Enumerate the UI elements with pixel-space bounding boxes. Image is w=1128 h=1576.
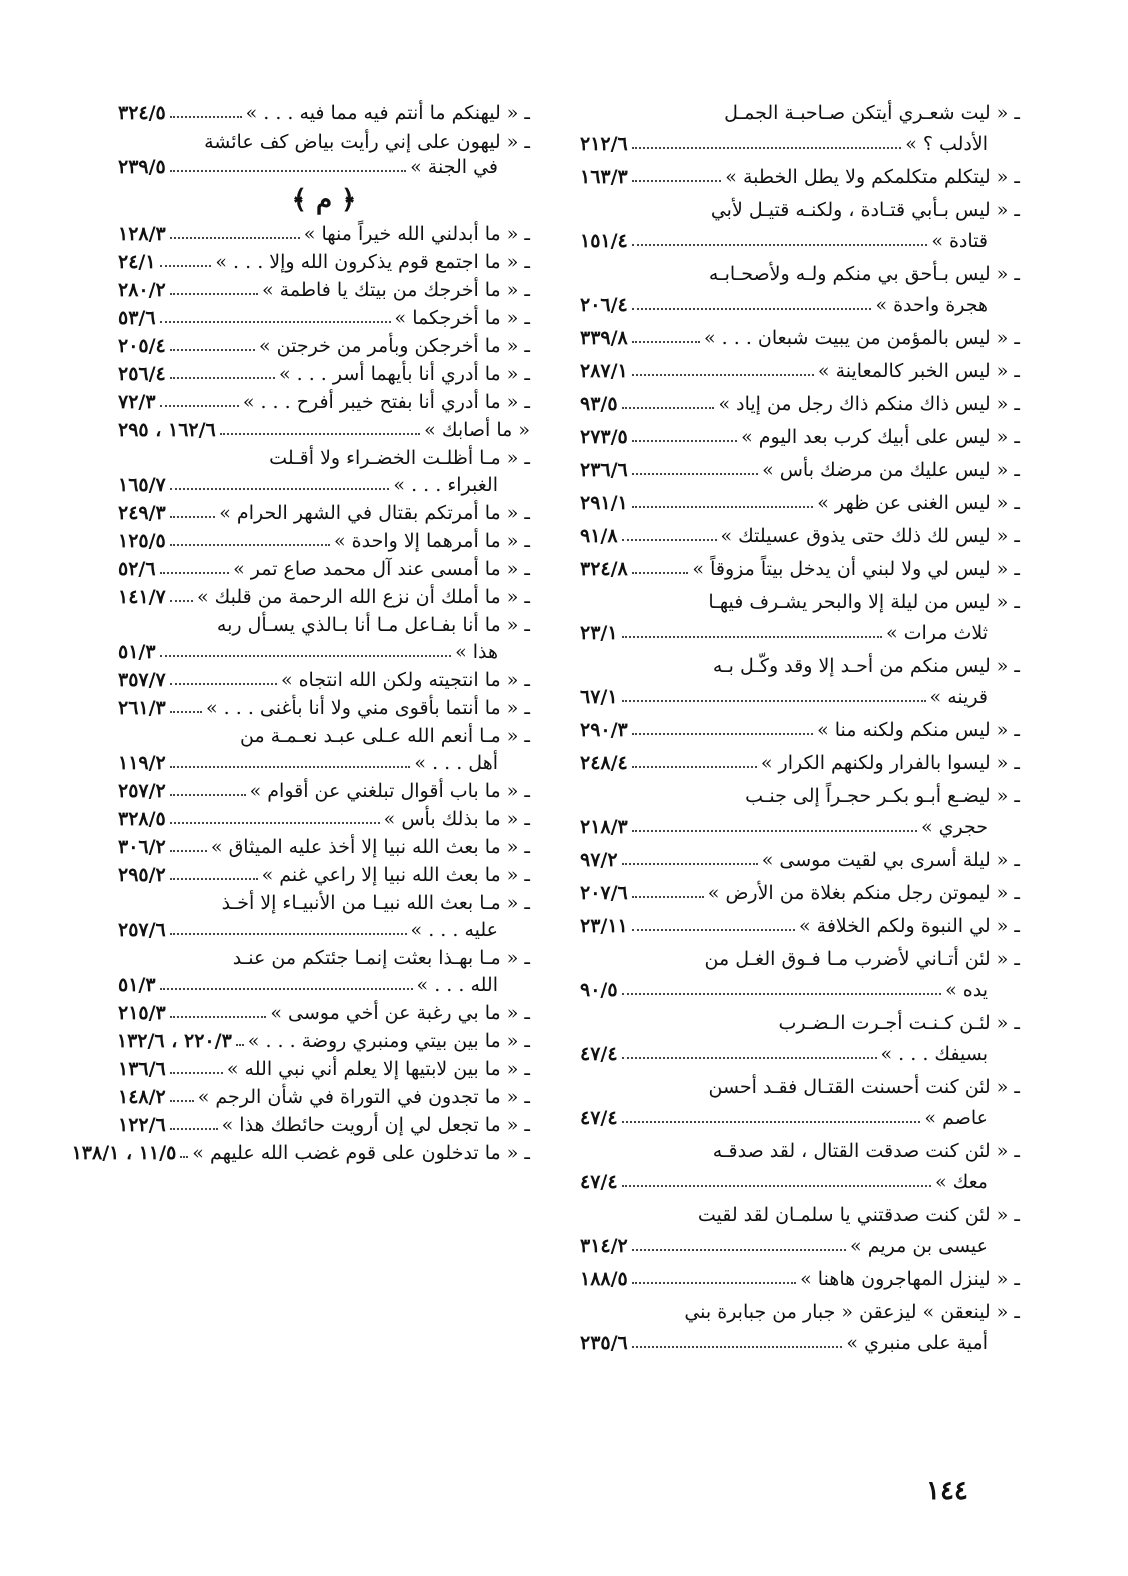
entry-text: ـ « لينزل المهاجرون هاهنا » [800, 1268, 1020, 1290]
entry-reference: ٢١٢/٦ [580, 133, 628, 155]
dot-leader [160, 265, 212, 267]
entry-text: ـ « لئن كنت صدقت القتال ، لقد صدقـه [712, 1140, 1020, 1162]
entry-reference: ٦٧/١ [580, 686, 618, 708]
dot-leader [632, 572, 689, 574]
entry-text: ـ « لئن كنت أحسنت القتـال فقـد أحسن [708, 1076, 1020, 1098]
entry-text: ـ « ليس لك ذلك حتى يذوق عسيلتك » [720, 525, 1020, 547]
entry-text: ـ « لئن أتـاني لأضرب مـا فـوق الغـل من [704, 948, 1020, 970]
entry-text: في الجنة » [410, 156, 498, 178]
index-entry [118, 504, 530, 523]
entry-text: ـ « ليس منكم من أحـد إلا وقد وكّـل بـه [712, 655, 1020, 677]
index-entry [118, 616, 530, 662]
entry-text: ـ « ليهنكم ما أنتم فيه مما فيه . . . » [245, 102, 530, 124]
dot-leader [622, 700, 926, 702]
index-entry [580, 851, 1020, 870]
dot-leader [170, 600, 193, 602]
dot-leader [170, 1128, 218, 1130]
index-group-lam [118, 104, 530, 177]
index-entry [580, 721, 1020, 740]
entry-text: ـ « ليس من ليلة إلا والبحر يشـرف فيهـا [708, 591, 1020, 613]
entry-reference: ٢٥٧/٦ [118, 919, 166, 941]
dot-leader [170, 349, 255, 351]
entry-reference: ٥١/٣ [118, 641, 156, 663]
entry-text: ـ « ما أدري أنا بأيهما أسر . . . » [278, 363, 530, 385]
dot-leader [160, 988, 413, 990]
dot-leader [170, 237, 300, 239]
dot-leader [632, 147, 901, 149]
index-entry [118, 949, 530, 995]
entry-text: ـ « ما أنا بفـاعل مـا أنا بـالذي يسـأل ربه [216, 614, 530, 636]
dot-leader [180, 1156, 188, 1158]
dot-leader [170, 488, 390, 490]
entry-reference: ٢٩١/١ [580, 492, 628, 514]
entry-reference: ١١/٥ ، ١٣٨/١ [71, 1142, 177, 1164]
index-entry [118, 393, 530, 412]
index-entry [118, 1116, 530, 1135]
index-entry [580, 201, 1020, 251]
index-entry [118, 421, 530, 440]
dot-leader [236, 1044, 244, 1046]
index-entry [580, 593, 1020, 643]
entry-text: قرينه » [929, 686, 988, 708]
entry-reference: ٢٥٦/٤ [118, 363, 166, 385]
entry-reference: ٤٧/٤ [580, 1107, 618, 1129]
entry-text: ـ « ما تجدون في التوراة في شأن الرجم » [197, 1086, 530, 1108]
entry-text: « ما أصابك » [424, 419, 530, 441]
index-entry [580, 428, 1020, 447]
index-entry [580, 950, 1020, 1000]
index-entry [580, 527, 1020, 546]
index-entry [118, 810, 530, 829]
page-number: ١٤٤ [926, 1476, 968, 1506]
entry-text: ـ « لي النبوة ولكم الخلافة » [798, 915, 1020, 937]
entry-text: ـ « ما أخرجكن وبأمر من خرجتن » [259, 335, 530, 357]
dot-leader [220, 433, 420, 435]
entry-reference: ١٥١/٤ [580, 230, 628, 252]
dot-leader [170, 711, 202, 713]
entry-reference: ٢٨٧/١ [580, 360, 628, 382]
index-entry [118, 532, 530, 551]
index-entry [71, 1142, 530, 1164]
dot-leader [622, 539, 717, 541]
entry-text: ـ « ما أمسى عند آل محمد صاع تمر » [233, 558, 530, 580]
entry-text: بسيفك . . . » [880, 1043, 988, 1065]
entry-text: عاصم » [924, 1107, 988, 1129]
entry-reference: ٢٣٥/٦ [580, 1332, 628, 1354]
entry-text: معك » [934, 1171, 988, 1193]
index-entry [118, 1032, 530, 1051]
entry-text: ـ « ليس منكم ولكنه منا » [817, 719, 1020, 741]
dot-leader [622, 863, 758, 865]
index-entry [118, 225, 530, 244]
index-entry [118, 1088, 530, 1107]
entry-text: ـ « مـا أظلـت الخضـراء ولا أقـلت [269, 447, 530, 469]
entry-reference: ٢٣٩/٥ [118, 156, 166, 178]
index-column-left [71, 102, 530, 1172]
entry-text: ـ « ما أمرهما إلا واحدة » [334, 530, 530, 552]
entry-text: ـ « ما أملك أن نزع الله الرحمة من قلبك » [196, 586, 530, 608]
entry-text: ـ « ما بي رغبة عن أخي موسى » [270, 1002, 530, 1024]
dot-leader [622, 407, 715, 409]
index-entry [580, 1142, 1020, 1192]
index-entry [118, 449, 530, 495]
entry-text: الغبراء . . . » [393, 474, 498, 496]
entry-reference: ١٤٨/٢ [118, 1086, 166, 1108]
index-entry [580, 168, 1020, 187]
entry-text: ـ « ليس لي ولا لبني أن يدخل بيتاً مزوقاً » [692, 558, 1020, 580]
entry-text: الله . . . » [416, 974, 498, 996]
entry-reference: ١٢٨/٣ [118, 223, 166, 245]
entry-text: ـ « لئـن كـنـت أجـرت الـضـرب [778, 1012, 1020, 1034]
index-column-right [580, 104, 1020, 1367]
dot-leader [632, 341, 700, 343]
entry-text: حجري » [920, 816, 988, 838]
entry-reference: ٢٠٧/٦ [580, 882, 628, 904]
dot-leader [170, 377, 275, 379]
entry-reference: ٢٤/١ [118, 251, 156, 273]
index-group-mim [71, 223, 530, 1164]
entry-text: ـ « ما أخرجكما » [394, 307, 530, 329]
index-entry [580, 917, 1020, 936]
index-entry [118, 365, 530, 384]
index-entry [580, 461, 1020, 480]
index-entry [580, 1078, 1020, 1128]
dot-leader [170, 1016, 267, 1018]
entry-text: هذا » [455, 641, 498, 663]
entry-reference: ١٦٥/٧ [118, 474, 166, 496]
dot-leader [632, 766, 757, 768]
entry-text: ـ « ليلة أسرى بي لقيت موسى » [761, 849, 1020, 871]
entry-text: ـ « ما أنتما بأقوى مني ولا أنا بأغنى . . . » [206, 697, 530, 719]
entry-reference: ٥٣/٦ [118, 307, 156, 329]
dot-leader [632, 506, 813, 508]
entry-text: ـ « ليس بـأحق بي منكم ولـه ولأصحـابـه [708, 263, 1020, 285]
dot-leader [160, 321, 391, 323]
entry-text: قتادة » [931, 230, 988, 252]
entry-reference: ٣١٤/٢ [580, 1235, 628, 1257]
entry-reference: ٢٣٦/٦ [580, 459, 628, 481]
entry-reference: ١٢٥/٥ [118, 530, 166, 552]
dot-leader [632, 830, 917, 832]
entry-text: ثلاث مرات » [885, 622, 988, 644]
entry-reference: ٤٧/٤ [580, 1171, 618, 1193]
index-entry [580, 265, 1020, 315]
entry-text: ـ « ليس عليك من مرضك بأس » [762, 459, 1020, 481]
section-heading-mim: ﴿ م ﴾ [291, 185, 357, 215]
entry-reference: ٢١٥/٣ [118, 1002, 166, 1024]
entry-text: ـ « ما بين بيتي ومنبري روضة . . . » [247, 1030, 530, 1052]
dot-leader [170, 516, 216, 518]
index-entry [118, 727, 530, 773]
dot-leader [632, 1282, 796, 1284]
entry-text: ـ « ليس الغنى عن ظهر » [817, 492, 1020, 514]
index-entry [118, 588, 530, 607]
index-entry [118, 1004, 530, 1023]
entry-text: ـ « ما أبدلني الله خيراً منها » [303, 223, 530, 245]
index-entry [118, 699, 530, 718]
entry-text: ـ « ليسوا بالفرار ولكنهم الكرار » [760, 752, 1020, 774]
entry-text: ـ « ليهون على إني رأيت بياض كف عائشة [204, 131, 530, 153]
entry-text: عليه . . . » [410, 919, 498, 941]
dot-leader [622, 1185, 931, 1187]
entry-reference: ١٣٦/٦ [118, 1058, 166, 1080]
index-entry [118, 838, 530, 857]
index-entry [580, 104, 1020, 154]
entry-text: ـ « لئن كنت صدقتني يا سلمـان لقد لقيت [697, 1204, 1020, 1226]
entry-reference: ٣٠٦/٢ [118, 836, 166, 858]
entry-reference: ٢٧٣/٥ [580, 426, 628, 448]
dot-leader [622, 636, 882, 638]
entry-reference: ٢٣/١ [580, 622, 618, 644]
dot-leader [170, 794, 246, 796]
entry-reference: ٢٣/١١ [580, 915, 628, 937]
index-entry [580, 362, 1020, 381]
entry-reference: ٢٦١/٣ [118, 697, 166, 719]
index-entry [118, 782, 530, 801]
index-entry [118, 309, 530, 328]
dot-leader [170, 1100, 194, 1102]
dot-leader [170, 878, 258, 880]
index-entry [580, 1270, 1020, 1289]
entry-reference: ٢١٨/٣ [580, 816, 628, 838]
entry-text: ـ « ما أخرجك من بيتك يا فاطمة » [261, 279, 530, 301]
dot-leader [170, 683, 277, 685]
dot-leader [622, 1121, 921, 1123]
entry-text: ـ « ما تجعل لي إن أرويت حائطك هذا » [221, 1114, 530, 1136]
entry-text: ـ « ليس ذاك منكم ذاك رجل من إياد » [718, 393, 1020, 415]
index-entry [580, 787, 1020, 837]
entry-text: ـ « مـا أنعم الله عـلى عبـد نعـمـة من [239, 725, 530, 747]
dot-leader [632, 244, 928, 246]
index-entry [580, 884, 1020, 903]
dot-leader [160, 655, 452, 657]
index-entry [580, 754, 1020, 773]
index-entry [580, 494, 1020, 513]
entry-text: ـ « مـا بهـذا بعثت إنمـا جئتكم من عنـد [232, 947, 530, 969]
dot-leader [632, 1346, 843, 1348]
entry-reference: ٢٩٠/٣ [580, 719, 628, 741]
index-entry [118, 866, 530, 885]
entry-reference: ٣٢٤/٥ [118, 102, 166, 124]
entry-reference: ١٢٢/٦ [118, 1114, 166, 1136]
index-entry [118, 281, 530, 300]
entry-text: هجرة واحدة » [875, 294, 988, 316]
entry-text: ـ « ليس بـأبي قتـادة ، ولكنـه قتيـل لأبي [710, 199, 1020, 221]
entry-text: ـ « ما أدري أنا بفتح خيبر أفرح . . . » [242, 391, 530, 413]
entry-text: ـ « مـا بعث الله نبيـا من الأنبيـاء إلا أخـذ [221, 892, 530, 914]
entry-reference: ٣٢٤/٨ [580, 558, 628, 580]
index-entry [580, 329, 1020, 348]
entry-text: ـ « لينعقن » ليزعقن « جبار من جبابرة بني [684, 1301, 1020, 1323]
dot-leader [170, 766, 411, 768]
entry-reference: ٣٥٧/٧ [118, 669, 166, 691]
dot-leader [622, 1057, 877, 1059]
entry-text: أمية على منبري » [846, 1332, 988, 1354]
entry-text: الأدلب ؟ » [905, 133, 988, 155]
dot-leader [632, 733, 813, 735]
entry-reference: ٥١/٣ [118, 974, 156, 996]
entry-text: ـ « ليس الخبر كالمعاينة » [817, 360, 1020, 382]
entry-text: ـ « ليس على أبيك كرب بعد اليوم » [741, 426, 1020, 448]
entry-reference: ٥٢/٦ [118, 558, 156, 580]
entry-reference: ٢٤٩/٣ [118, 502, 166, 524]
dot-leader [170, 293, 258, 295]
entry-text: ـ « ليس بالمؤمن من يبيت شبعان . . . » [704, 327, 1020, 349]
entry-text: ـ « ما تدخلون على قوم غضب الله عليهم » [192, 1142, 530, 1164]
entry-reference: ٣٢٨/٥ [118, 808, 166, 830]
entry-reference: ٢٩٥/٢ [118, 864, 166, 886]
dot-leader [170, 116, 242, 118]
entry-reference: ٢٥٧/٢ [118, 780, 166, 802]
entry-text: ـ « ليضـع أبـو بكـر حجـراً إلى جنـب [745, 785, 1020, 807]
dot-leader [632, 1249, 846, 1251]
dot-leader [632, 180, 722, 182]
entry-text: أهل . . . » [414, 752, 498, 774]
entry-reference: ٣٣٩/٨ [580, 327, 628, 349]
entry-reference: ٩١/٨ [580, 525, 618, 547]
index-entry [580, 1014, 1020, 1064]
dot-leader [632, 929, 795, 931]
dot-leader [632, 374, 814, 376]
index-entry [580, 560, 1020, 579]
entry-text: ـ « ليموتن رجل منكم بغلاة من الأرض » [707, 882, 1020, 904]
dot-leader [160, 572, 230, 574]
entry-text: عيسى بن مريم » [850, 1235, 988, 1257]
entry-text: ـ « ما باب أقوال تبلغني عن أقوام » [249, 780, 530, 802]
index-entry [118, 894, 530, 940]
entry-reference: ٤٧/٤ [580, 1043, 618, 1065]
entry-reference: ١١٩/٢ [118, 752, 166, 774]
index-entry [580, 1206, 1020, 1256]
entry-text: يده » [945, 979, 988, 1001]
entry-reference: ٢٨٠/٢ [118, 279, 166, 301]
entry-reference: ١٤١/٧ [118, 586, 166, 608]
index-entry [118, 104, 530, 123]
dot-leader [632, 896, 704, 898]
entry-text: ـ « ليت شعـري أيتكن صـاحبـة الجمـل [724, 102, 1020, 124]
index-entry [580, 395, 1020, 414]
index-entry [580, 657, 1020, 707]
dot-leader [170, 850, 207, 852]
entry-reference: ١٦٢/٦ ، ٢٩٥ [118, 419, 216, 441]
index-entry [118, 337, 530, 356]
dot-leader [170, 1072, 223, 1074]
entry-text: ـ « ما بين لابتيها إلا يعلم أني نبي الله » [226, 1058, 530, 1080]
index-entry [118, 671, 530, 690]
index-entry [118, 560, 530, 579]
entry-reference: ٢٠٥/٤ [118, 335, 166, 357]
entry-text: ـ « ما اجتمع قوم يذكرون الله وإلا . . . » [215, 251, 530, 273]
dot-leader [622, 993, 942, 995]
dot-leader [170, 822, 380, 824]
entry-text: ـ « ما بعث الله نبيا إلا راعي غنم » [261, 864, 530, 886]
entry-reference: ١٦٣/٣ [580, 166, 628, 188]
index-entry [118, 253, 530, 272]
dot-leader [170, 544, 330, 546]
dot-leader [632, 473, 758, 475]
entry-reference: ٩٣/٥ [580, 393, 618, 415]
dot-leader [160, 405, 239, 407]
entry-reference: ٢٠٦/٤ [580, 294, 628, 316]
index-entry [118, 1060, 530, 1079]
entry-reference: ١٨٨/٥ [580, 1268, 628, 1290]
entry-reference: ٢٤٨/٤ [580, 752, 628, 774]
dot-leader [632, 308, 872, 310]
entry-text: ـ « ما انتجيته ولكن الله انتجاه » [280, 669, 530, 691]
entry-reference: ٢٢٠/٣ ، ١٣٢/٦ [116, 1030, 232, 1052]
dot-leader [632, 440, 737, 442]
dot-leader [170, 170, 406, 172]
entry-text: ـ « ما بعث الله نبيا إلا أخذ عليه الميثاق » [210, 836, 530, 858]
entry-reference: ٩٠/٥ [580, 979, 618, 1001]
entry-reference: ٧٢/٣ [118, 391, 156, 413]
entry-text: ـ « ما بذلك بأس » [383, 808, 530, 830]
entry-text: ـ « ليتكلم متكلمكم ولا يطل الخطبة » [725, 166, 1020, 188]
entry-reference: ٩٧/٢ [580, 849, 618, 871]
index-entry [118, 133, 530, 177]
index-entry [580, 1303, 1020, 1353]
entry-text: ـ « ما أمرتكم بقتال في الشهر الحرام » [219, 502, 530, 524]
dot-leader [170, 933, 407, 935]
